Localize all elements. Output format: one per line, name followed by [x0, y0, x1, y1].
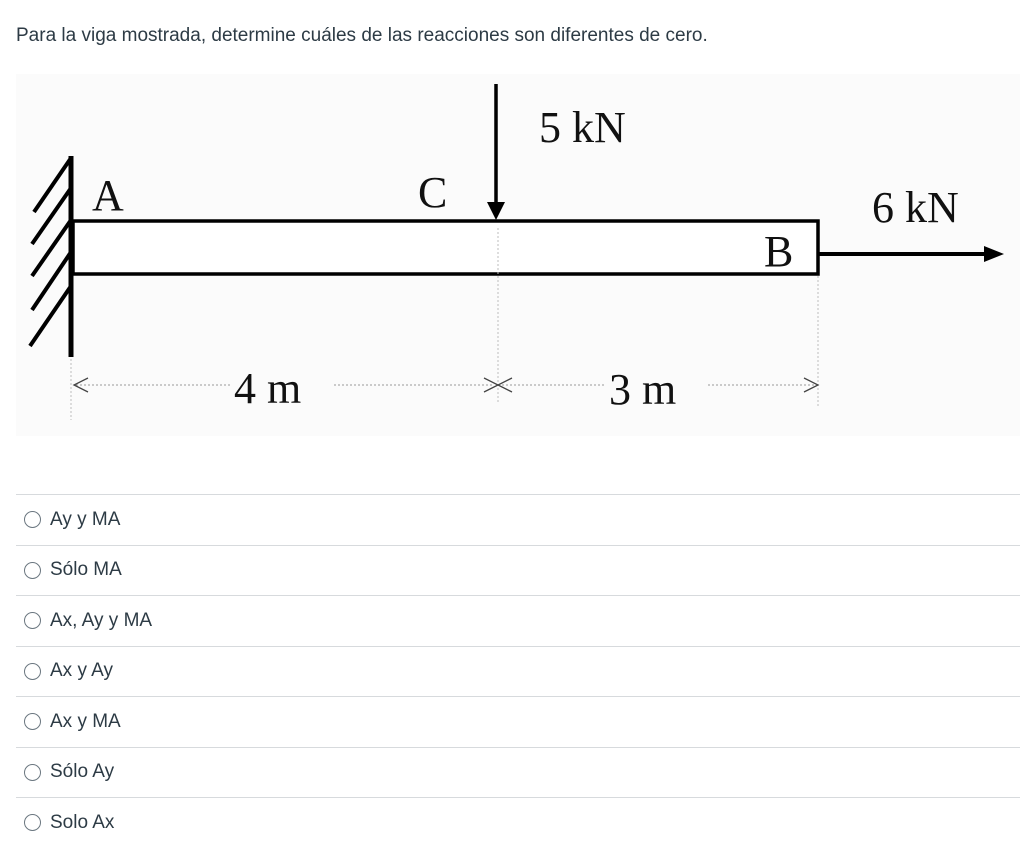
answer-label[interactable]: Ax y Ay — [50, 660, 114, 682]
question-text: Para la viga mostrada, determine cuáles de las reacciones son diferentes de cero. — [16, 25, 708, 46]
answer-list — [16, 494, 1020, 848]
answer-label[interactable]: Sólo MA — [50, 559, 122, 581]
answer-label[interactable]: Ax y MA — [50, 710, 121, 732]
answer-label[interactable]: Ay y MA — [50, 508, 121, 530]
force-5kn-label: 5 kN — [539, 103, 626, 152]
answer-label[interactable]: Sólo Ay — [50, 761, 115, 783]
fixed-support-hatching — [30, 158, 71, 346]
radio-button-icon[interactable] — [24, 814, 41, 831]
answer-option[interactable] — [16, 595, 1020, 646]
radio-button-icon[interactable] — [24, 663, 41, 680]
answer-option[interactable] — [16, 494, 1020, 545]
answer-option[interactable] — [16, 747, 1020, 798]
radio-button-icon[interactable] — [24, 511, 41, 528]
answer-option[interactable] — [16, 696, 1020, 747]
answer-option[interactable] — [16, 646, 1020, 697]
dimension-4m-label: 4 m — [234, 364, 302, 413]
answer-label[interactable]: Solo Ax — [50, 811, 115, 833]
force-6kn-arrowhead — [984, 246, 1004, 262]
answer-label[interactable]: Ax, Ay y MA — [50, 609, 153, 631]
beam — [73, 221, 818, 274]
radio-button-icon[interactable] — [24, 612, 41, 629]
answer-option[interactable] — [16, 797, 1020, 848]
label-c: C — [418, 168, 448, 217]
dimension-3m-label: 3 m — [609, 365, 677, 414]
radio-button-icon[interactable] — [24, 764, 41, 781]
force-5kn-arrowhead — [487, 202, 505, 220]
force-6kn-label: 6 kN — [872, 183, 959, 232]
beam-diagram — [16, 74, 1020, 436]
radio-button-icon[interactable] — [24, 562, 41, 579]
beam-diagram-svg — [16, 74, 1020, 436]
label-b: B — [764, 227, 794, 276]
label-a: A — [92, 171, 124, 220]
radio-button-icon[interactable] — [24, 713, 41, 730]
answer-option[interactable] — [16, 545, 1020, 596]
